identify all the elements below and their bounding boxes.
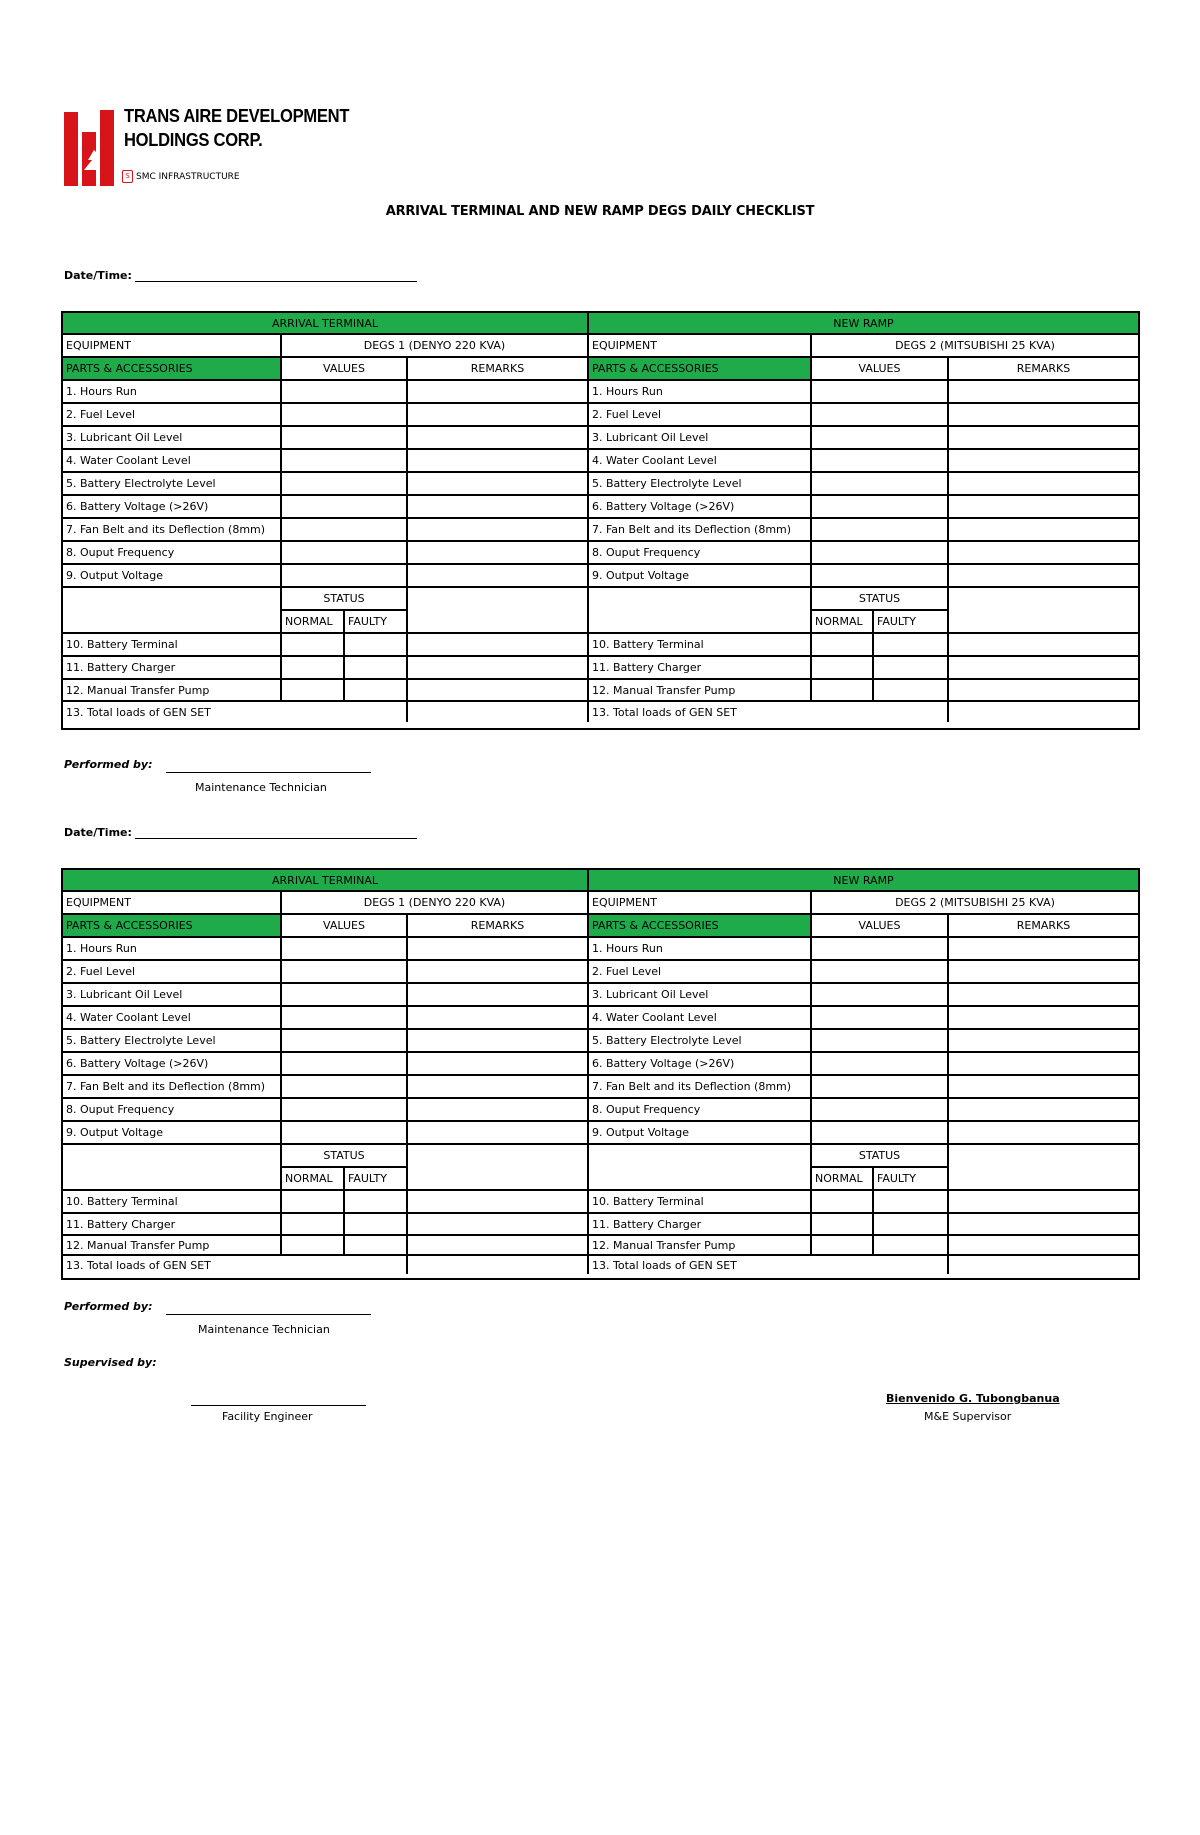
value-input-cell[interactable] [282, 519, 408, 542]
checklist-table-1 [61, 311, 1140, 730]
remarks-header: REMARKS [408, 358, 589, 381]
normal-header: NORMAL [282, 611, 345, 634]
remarks-input-cell[interactable] [949, 381, 1138, 404]
checklist-item-label: 2. Fuel Level [63, 404, 282, 427]
remarks-input-cell[interactable] [949, 657, 1138, 680]
remarks-input-cell[interactable] [408, 450, 589, 473]
parts-accessories-label: PARTS & ACCESSORIES [589, 358, 812, 381]
value-input-cell[interactable] [282, 404, 408, 427]
remarks-input-cell[interactable] [949, 1030, 1138, 1053]
faulty-checkbox-cell[interactable] [345, 657, 408, 680]
checklist-item-label: 4. Water Coolant Level [589, 450, 812, 473]
remarks-input-cell[interactable] [949, 961, 1138, 984]
remarks-input-cell[interactable] [408, 961, 589, 984]
remarks-input-cell[interactable] [408, 680, 589, 702]
normal-checkbox-cell[interactable] [812, 680, 874, 702]
remarks-input-cell[interactable] [408, 381, 589, 404]
date-time-label: Date/Time: [64, 826, 132, 839]
values-header: VALUES [282, 915, 408, 938]
remarks-input-cell[interactable] [949, 1256, 1138, 1274]
checklist-item-label: 4. Water Coolant Level [63, 450, 282, 473]
date-time-label: Date/Time: [64, 269, 132, 282]
blank-cell [63, 1145, 282, 1191]
date-time-field[interactable] [135, 270, 417, 282]
values-header: VALUES [812, 915, 949, 938]
value-input-cell[interactable] [812, 1099, 949, 1122]
remarks-input-cell[interactable] [408, 1053, 589, 1076]
checklist-item-label: 5. Battery Electrolyte Level [589, 1030, 812, 1053]
performed-by-signature-line[interactable] [166, 772, 371, 773]
remarks-input-cell[interactable] [949, 1145, 1138, 1191]
checklist-item-label: 11. Battery Charger [63, 657, 282, 680]
remarks-input-cell[interactable] [408, 519, 589, 542]
total-loads-label: 13. Total loads of GEN SET [589, 1256, 949, 1274]
normal-checkbox-cell[interactable] [282, 1214, 345, 1236]
company-subbrand [122, 170, 240, 183]
remarks-input-cell[interactable] [949, 565, 1138, 588]
checklist-item-label: 10. Battery Terminal [63, 1191, 282, 1214]
value-input-cell[interactable] [812, 404, 949, 427]
checklist-item-label: 8. Ouput Frequency [589, 1099, 812, 1122]
checklist-item-label: 1. Hours Run [589, 381, 812, 404]
faulty-checkbox-cell[interactable] [345, 1236, 408, 1256]
checklist-item-label: 4. Water Coolant Level [589, 1007, 812, 1030]
value-input-cell[interactable] [282, 427, 408, 450]
checklist-item-label: 3. Lubricant Oil Level [63, 984, 282, 1007]
remarks-input-cell[interactable] [949, 938, 1138, 961]
remarks-input-cell[interactable] [949, 1122, 1138, 1145]
remarks-input-cell[interactable] [408, 1007, 589, 1030]
normal-checkbox-cell[interactable] [812, 657, 874, 680]
facility-engineer-signature-line[interactable] [191, 1405, 366, 1406]
remarks-header: REMARKS [949, 358, 1138, 381]
status-header: STATUS [812, 1145, 949, 1168]
remarks-input-cell[interactable] [949, 634, 1138, 657]
value-input-cell[interactable] [282, 938, 408, 961]
left-equipment-name: DEGS 1 (DENYO 220 KVA) [282, 335, 589, 358]
normal-checkbox-cell[interactable] [282, 1236, 345, 1256]
page-title: ARRIVAL TERMINAL AND NEW RAMP DEGS DAILY CHECKLIST [385, 204, 815, 219]
remarks-input-cell[interactable] [408, 657, 589, 680]
checklist-item-label: 10. Battery Terminal [589, 1191, 812, 1214]
performed-by-signature-line[interactable] [166, 1314, 371, 1315]
remarks-input-cell[interactable] [949, 542, 1138, 565]
checklist-item-label: 3. Lubricant Oil Level [589, 984, 812, 1007]
faulty-header: FAULTY [345, 611, 408, 634]
remarks-input-cell[interactable] [408, 1256, 589, 1274]
remarks-input-cell[interactable] [408, 1030, 589, 1053]
parts-accessories-label: PARTS & ACCESSORIES [63, 358, 282, 381]
normal-checkbox-cell[interactable] [282, 1191, 345, 1214]
checklist-item-label: 6. Battery Voltage (>26V) [63, 496, 282, 519]
checklist-item-label: 12. Manual Transfer Pump [589, 680, 812, 702]
value-input-cell[interactable] [282, 1076, 408, 1099]
checklist-item-label: 11. Battery Charger [589, 1214, 812, 1236]
checklist-item-label: 7. Fan Belt and its Deflection (8mm) [589, 519, 812, 542]
performed-by-label: Performed by: [64, 758, 153, 771]
status-header: STATUS [282, 588, 408, 611]
normal-header: NORMAL [812, 611, 874, 634]
new-ramp-header: NEW RAMP [589, 313, 1138, 335]
faulty-checkbox-cell[interactable] [874, 1236, 949, 1256]
checklist-item-label: 2. Fuel Level [589, 961, 812, 984]
faulty-checkbox-cell[interactable] [345, 680, 408, 702]
remarks-input-cell[interactable] [408, 1191, 589, 1214]
value-input-cell[interactable] [812, 1076, 949, 1099]
value-input-cell[interactable] [812, 1007, 949, 1030]
value-input-cell[interactable] [282, 1053, 408, 1076]
faulty-header: FAULTY [345, 1168, 408, 1191]
remarks-input-cell[interactable] [408, 702, 589, 722]
value-input-cell[interactable] [282, 984, 408, 1007]
faulty-checkbox-cell[interactable] [874, 657, 949, 680]
remarks-input-cell[interactable] [949, 496, 1138, 519]
remarks-input-cell[interactable] [949, 1236, 1138, 1256]
faulty-checkbox-cell[interactable] [874, 1191, 949, 1214]
normal-header: NORMAL [812, 1168, 874, 1191]
remarks-input-cell[interactable] [408, 1122, 589, 1145]
company-name-line2: HOLDINGS CORP. [124, 130, 263, 150]
company-logo-icon [64, 110, 120, 186]
remarks-header: REMARKS [408, 915, 589, 938]
checklist-item-label: 8. Ouput Frequency [589, 542, 812, 565]
parts-accessories-label: PARTS & ACCESSORIES [589, 915, 812, 938]
normal-checkbox-cell[interactable] [282, 657, 345, 680]
faulty-checkbox-cell[interactable] [345, 634, 408, 657]
remarks-input-cell[interactable] [949, 473, 1138, 496]
supervisor-name: Bienvenido G. Tubongbanua [886, 1392, 1060, 1405]
normal-checkbox-cell[interactable] [812, 634, 874, 657]
remarks-input-cell[interactable] [949, 1214, 1138, 1236]
remarks-input-cell[interactable] [408, 1145, 589, 1191]
value-input-cell[interactable] [282, 565, 408, 588]
value-input-cell[interactable] [812, 1122, 949, 1145]
checklist-item-label: 11. Battery Charger [589, 657, 812, 680]
value-input-cell[interactable] [812, 496, 949, 519]
remarks-input-cell[interactable] [949, 404, 1138, 427]
equipment-label: EQUIPMENT [589, 892, 812, 915]
value-input-cell[interactable] [282, 1030, 408, 1053]
value-input-cell[interactable] [812, 1030, 949, 1053]
total-loads-label: 13. Total loads of GEN SET [63, 1256, 408, 1274]
checklist-item-label: 7. Fan Belt and its Deflection (8mm) [589, 1076, 812, 1099]
value-input-cell[interactable] [812, 450, 949, 473]
remarks-input-cell[interactable] [408, 938, 589, 961]
remarks-input-cell[interactable] [949, 1191, 1138, 1214]
remarks-input-cell[interactable] [408, 404, 589, 427]
right-equipment-name: DEGS 2 (MITSUBISHI 25 KVA) [812, 892, 1138, 915]
faulty-checkbox-cell[interactable] [874, 680, 949, 702]
checklist-item-label: 10. Battery Terminal [63, 634, 282, 657]
checklist-item-label: 2. Fuel Level [589, 404, 812, 427]
checklist-item-label: 5. Battery Electrolyte Level [63, 1030, 282, 1053]
faulty-checkbox-cell[interactable] [345, 1214, 408, 1236]
normal-checkbox-cell[interactable] [282, 634, 345, 657]
remarks-input-cell[interactable] [949, 450, 1138, 473]
remarks-input-cell[interactable] [408, 427, 589, 450]
value-input-cell[interactable] [812, 473, 949, 496]
remarks-input-cell[interactable] [408, 1236, 589, 1256]
values-header: VALUES [812, 358, 949, 381]
value-input-cell[interactable] [812, 938, 949, 961]
faulty-checkbox-cell[interactable] [345, 1191, 408, 1214]
checklist-item-label: 6. Battery Voltage (>26V) [589, 496, 812, 519]
value-input-cell[interactable] [282, 496, 408, 519]
smc-badge-icon: S [122, 170, 133, 183]
equipment-label: EQUIPMENT [63, 335, 282, 358]
normal-checkbox-cell[interactable] [282, 680, 345, 702]
value-input-cell[interactable] [812, 961, 949, 984]
total-loads-label: 13. Total loads of GEN SET [589, 702, 949, 722]
checklist-item-label: 6. Battery Voltage (>26V) [589, 1053, 812, 1076]
checklist-item-label: 10. Battery Terminal [589, 634, 812, 657]
checklist-item-label: 8. Ouput Frequency [63, 1099, 282, 1122]
arrival-terminal-header: ARRIVAL TERMINAL [63, 870, 589, 892]
facility-engineer-label: Facility Engineer [222, 1410, 313, 1423]
checklist-item-label: 12. Manual Transfer Pump [63, 680, 282, 702]
remarks-input-cell[interactable] [408, 1214, 589, 1236]
remarks-input-cell[interactable] [949, 519, 1138, 542]
value-input-cell[interactable] [282, 542, 408, 565]
status-header: STATUS [282, 1145, 408, 1168]
checklist-item-label: 6. Battery Voltage (>26V) [63, 1053, 282, 1076]
checklist-item-label: 12. Manual Transfer Pump [589, 1236, 812, 1256]
remarks-input-cell[interactable] [949, 680, 1138, 702]
value-input-cell[interactable] [282, 1122, 408, 1145]
checklist-item-label: 8. Ouput Frequency [63, 542, 282, 565]
checklist-item-label: 2. Fuel Level [63, 961, 282, 984]
remarks-input-cell[interactable] [949, 1007, 1138, 1030]
faulty-checkbox-cell[interactable] [874, 1214, 949, 1236]
checklist-item-label: 11. Battery Charger [63, 1214, 282, 1236]
remarks-input-cell[interactable] [408, 588, 589, 634]
remarks-input-cell[interactable] [408, 1076, 589, 1099]
date-time-row-1 [64, 269, 417, 282]
remarks-input-cell[interactable] [949, 1076, 1138, 1099]
value-input-cell[interactable] [812, 1053, 949, 1076]
value-input-cell[interactable] [812, 381, 949, 404]
value-input-cell[interactable] [282, 1099, 408, 1122]
blank-cell [63, 588, 282, 634]
remarks-header: REMARKS [949, 915, 1138, 938]
checklist-item-label: 9. Output Voltage [63, 1122, 282, 1145]
remarks-input-cell[interactable] [949, 984, 1138, 1007]
normal-checkbox-cell[interactable] [812, 1236, 874, 1256]
supervised-by-label: Supervised by: [64, 1356, 157, 1369]
normal-checkbox-cell[interactable] [812, 1191, 874, 1214]
remarks-input-cell[interactable] [408, 565, 589, 588]
remarks-input-cell[interactable] [949, 427, 1138, 450]
checklist-item-label: 5. Battery Electrolyte Level [589, 473, 812, 496]
checklist-item-label: 1. Hours Run [589, 938, 812, 961]
normal-header: NORMAL [282, 1168, 345, 1191]
checklist-item-label: 9. Output Voltage [589, 1122, 812, 1145]
performed-by-label: Performed by: [64, 1300, 153, 1313]
new-ramp-header: NEW RAMP [589, 870, 1138, 892]
remarks-input-cell[interactable] [408, 1099, 589, 1122]
value-input-cell[interactable] [812, 519, 949, 542]
checklist-item-label: 4. Water Coolant Level [63, 1007, 282, 1030]
value-input-cell[interactable] [282, 1007, 408, 1030]
value-input-cell[interactable] [282, 961, 408, 984]
remarks-input-cell[interactable] [949, 588, 1138, 634]
checklist-item-label: 12. Manual Transfer Pump [63, 1236, 282, 1256]
maintenance-technician-label: Maintenance Technician [198, 1323, 330, 1336]
values-header: VALUES [282, 358, 408, 381]
maintenance-technician-label: Maintenance Technician [195, 781, 327, 794]
left-equipment-name: DEGS 1 (DENYO 220 KVA) [282, 892, 589, 915]
checklist-table-2 [61, 868, 1140, 1280]
remarks-input-cell[interactable] [949, 1053, 1138, 1076]
equipment-label: EQUIPMENT [589, 335, 812, 358]
checklist-item-label: 1. Hours Run [63, 938, 282, 961]
value-input-cell[interactable] [282, 450, 408, 473]
company-subbrand-text: SMC INFRASTRUCTURE [136, 171, 240, 182]
remarks-input-cell[interactable] [408, 496, 589, 519]
status-header: STATUS [812, 588, 949, 611]
company-name-line1: TRANS AIRE DEVELOPMENT [124, 106, 350, 126]
remarks-input-cell[interactable] [949, 702, 1138, 722]
equipment-label: EQUIPMENT [63, 892, 282, 915]
checklist-item-label: 7. Fan Belt and its Deflection (8mm) [63, 1076, 282, 1099]
remarks-input-cell[interactable] [949, 1099, 1138, 1122]
checklist-item-label: 3. Lubricant Oil Level [589, 427, 812, 450]
supervisor-role-label: M&E Supervisor [924, 1410, 1012, 1423]
blank-cell [589, 588, 812, 634]
faulty-checkbox-cell[interactable] [874, 634, 949, 657]
remarks-input-cell[interactable] [408, 473, 589, 496]
faulty-header: FAULTY [874, 1168, 949, 1191]
checklist-item-label: 3. Lubricant Oil Level [63, 427, 282, 450]
normal-checkbox-cell[interactable] [812, 1214, 874, 1236]
faulty-header: FAULTY [874, 611, 949, 634]
checklist-item-label: 1. Hours Run [63, 381, 282, 404]
total-loads-label: 13. Total loads of GEN SET [63, 702, 408, 722]
remarks-input-cell[interactable] [408, 542, 589, 565]
checklist-item-label: 9. Output Voltage [589, 565, 812, 588]
value-input-cell[interactable] [812, 542, 949, 565]
value-input-cell[interactable] [282, 381, 408, 404]
date-time-row-2 [64, 826, 417, 839]
remarks-input-cell[interactable] [408, 984, 589, 1007]
value-input-cell[interactable] [812, 984, 949, 1007]
right-equipment-name: DEGS 2 (MITSUBISHI 25 KVA) [812, 335, 1138, 358]
checklist-item-label: 5. Battery Electrolyte Level [63, 473, 282, 496]
arrival-terminal-header: ARRIVAL TERMINAL [63, 313, 589, 335]
remarks-input-cell[interactable] [408, 634, 589, 657]
date-time-field[interactable] [135, 827, 417, 839]
checklist-item-label: 9. Output Voltage [63, 565, 282, 588]
parts-accessories-label: PARTS & ACCESSORIES [63, 915, 282, 938]
value-input-cell[interactable] [812, 565, 949, 588]
value-input-cell[interactable] [282, 473, 408, 496]
checklist-item-label: 7. Fan Belt and its Deflection (8mm) [63, 519, 282, 542]
value-input-cell[interactable] [812, 427, 949, 450]
blank-cell [589, 1145, 812, 1191]
